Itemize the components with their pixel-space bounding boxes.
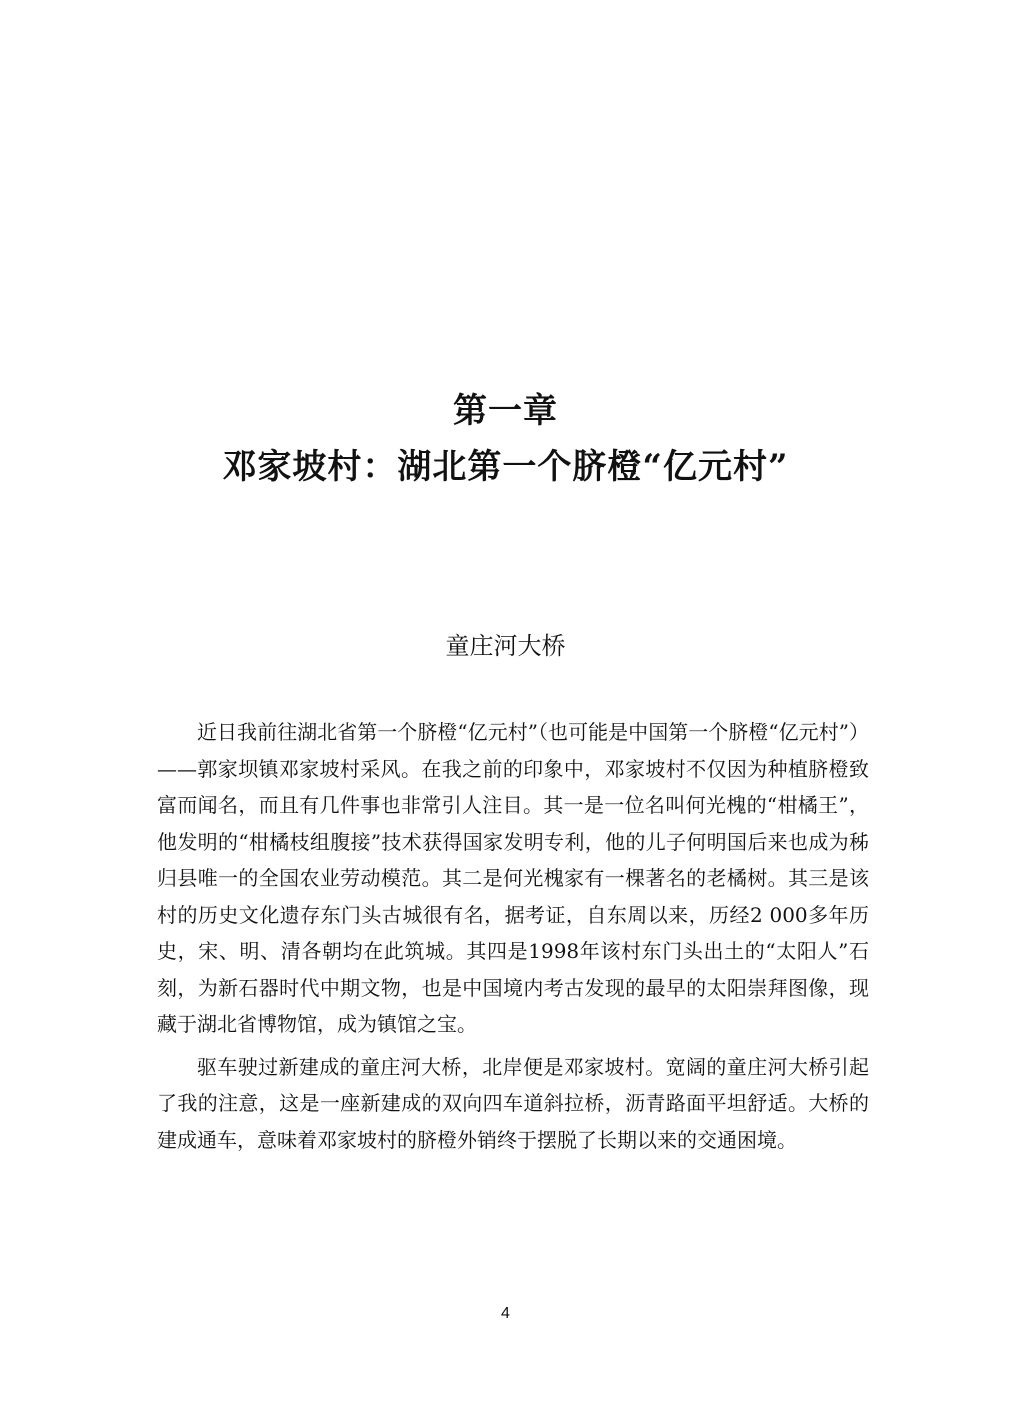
- section-title: 童庄河大桥: [445, 632, 566, 660]
- paragraph-1: 近日我前往湖北省第一个脐橙“亿元村”（也可能是中国第一个脐橙“亿元村”）——郭家坝镇邓家坡村采风。在我之前的印象中，邓家坡村不仅因为种植脐橙致富而闻名，而且有几件事也非常引人注目。其一是一位名叫何光槐的“柑橘王”，他发明的“柑橘枝组腹接”技术获得国家发明专利，他的儿子何明国后来也成为秭归县唯一的全国农业劳动模范。其二是何光槐家有一棵著名的老橘树。其三是该村的历史文化遗存东门头古城很有名，据考证，自东周以来，历经2 000多年历史，宋、明、清各朝均在此筑城。其四是1998年该村东门头出土的“太阳人”石刻，为新石器时代中期文物，也是中国境内考古发现的最早的太阳崇拜图像，现藏于湖北省博物馆，成为镇馆之宝。: [157, 720, 869, 1036]
- body-text: [157, 714, 869, 1164]
- chapter-title: 邓家坡村：湖北第一个脐橙“亿元村”: [222, 447, 789, 487]
- page-number: 4: [501, 1305, 510, 1322]
- paragraph-2: 驱车驶过新建成的童庄河大桥，北岸便是邓家坡村。宽阔的童庄河大桥引起了我的注意，这是一座新建成的双向四车道斜拉桥，沥青路面平坦舒适。大桥的建成通车，意味着邓家坡村的脐橙外销终于摆脱了长期以来的交通困境。: [157, 1054, 869, 1152]
- chapter-label: 第一章: [453, 391, 558, 431]
